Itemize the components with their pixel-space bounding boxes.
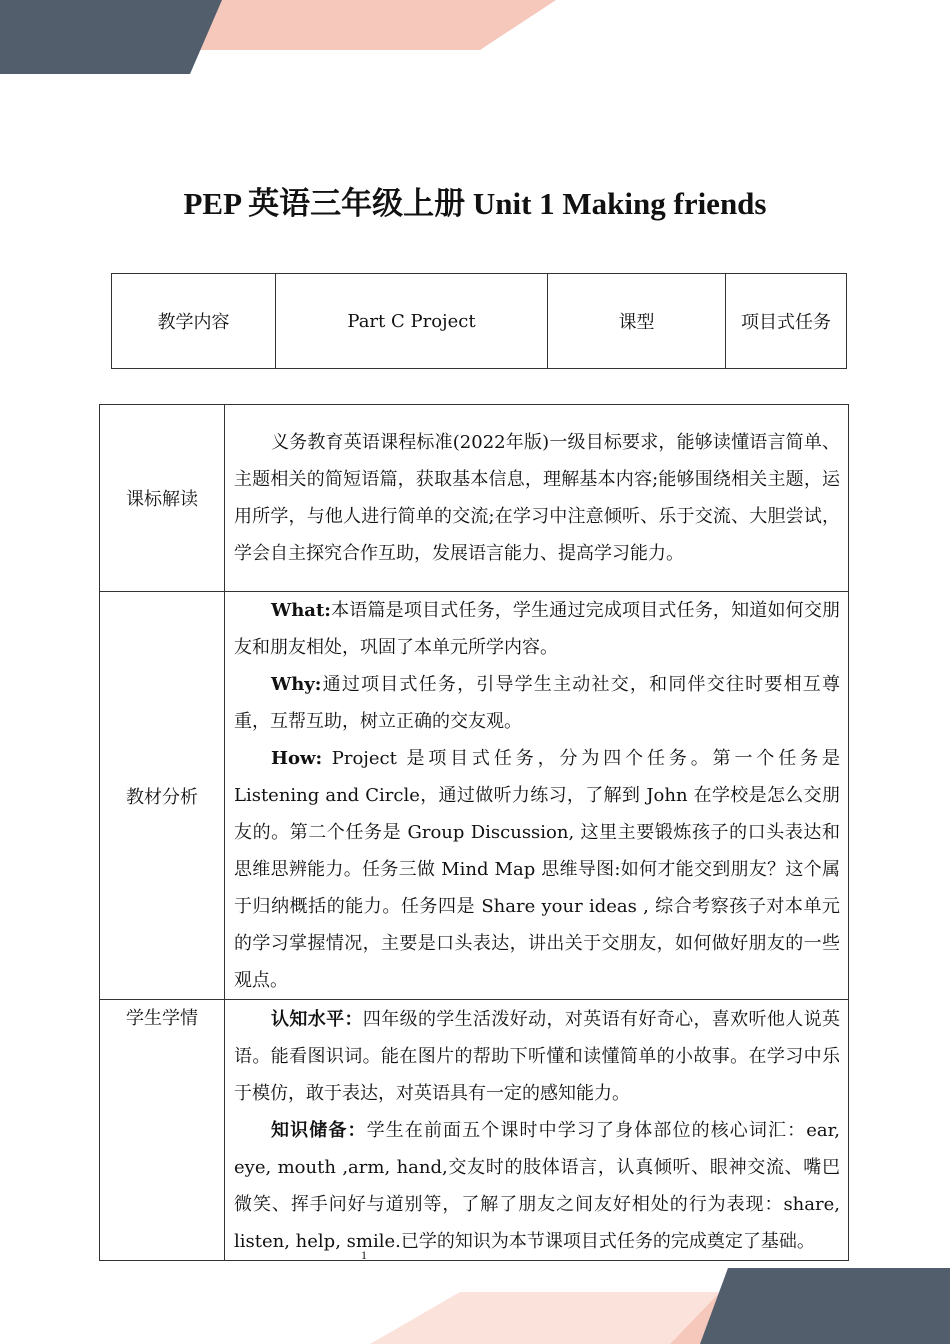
content-value: Part C Project xyxy=(276,274,548,369)
standards-content xyxy=(225,405,849,592)
students-content xyxy=(225,1000,849,1261)
lesson-info-table xyxy=(111,273,847,369)
table-row xyxy=(112,274,847,369)
why-paragraph xyxy=(234,666,840,740)
what-paragraph xyxy=(234,592,840,666)
bottom-right-decoration xyxy=(330,1262,950,1344)
materials-label: 教材分析 xyxy=(100,592,225,1000)
document-title: PEP 英语三年级上册 Unit 1 Making friends xyxy=(183,186,767,221)
knowledge-label: 知识储备： xyxy=(271,1119,367,1141)
students-label: 学生学情 xyxy=(100,1000,225,1261)
what-text: 本语篇是项目式任务，学生通过完成项目式任务，知道如何交朋友和朋友相处，巩固了本单元所学内容。 xyxy=(234,600,840,658)
why-label: Why: xyxy=(271,674,322,695)
table-row xyxy=(100,1000,849,1261)
content-label: 教学内容 xyxy=(112,274,276,369)
what-label: What: xyxy=(271,600,331,621)
analysis-table xyxy=(99,404,849,1261)
standards-label: 课标解读 xyxy=(100,405,225,592)
knowledge-paragraph xyxy=(234,1112,840,1260)
standards-text: 义务教育英语课程标准(2022年版)一级目标要求，能够读懂语言简单、主题相关的简短语篇，获取基本信息，理解基本内容;能够围绕相关主题，运用所学，与他人进行简单的交流;在学习中注意倾听、乐于交流、大胆尝试，学会自主探究合作互助，发展语言能力、提高学习能力。 xyxy=(234,432,840,564)
table-row xyxy=(100,405,849,592)
materials-content xyxy=(225,592,849,1000)
table-row xyxy=(100,592,849,1000)
type-label: 课型 xyxy=(548,274,726,369)
top-left-decoration xyxy=(0,0,560,80)
how-label: How: xyxy=(271,748,323,769)
cognitive-label: 认知水平： xyxy=(271,1008,363,1030)
type-value: 项目式任务 xyxy=(726,274,847,369)
page-number: 1 xyxy=(361,1248,367,1262)
how-text: Project 是项目式任务，分为四个任务。第一个任务是 Listening and Circle，通过做听力练习，了解到 John 在学校是怎么交朋友的。第二个任务是 Group Discussion, 这里主要锻炼孩子的口头表达和思维思辨能力。任务三做 Mind Map 思维导图:如何才能交到朋友？这个属于归纳概括的能力。任务四是 Share your ideas , 综合考察孩子对本单元的学习掌握情况，主要是口头表达，讲出关于交朋友，如何做好朋友的一些观点。 xyxy=(234,748,840,991)
why-text: 通过项目式任务，引导学生主动社交，和同伴交往时要相互尊重，互帮互助，树立正确的交友观。 xyxy=(234,674,840,732)
knowledge-text: 学生在前面五个课时中学习了身体部位的核心词汇：ear, eye, mouth ,arm, hand,交友时的肢体语言，认真倾听、眼神交流、嘴巴微笑、挥手问好与道别等，了解了朋友之间友好相处的行为表现：share, listen, help, smile.已学的知识为本节课项目式任务的完成奠定了基础。 xyxy=(234,1119,841,1252)
cognitive-paragraph xyxy=(234,1001,840,1112)
cognitive-text: 四年级的学生活泼好动，对英语有好奇心，喜欢听他人说英语。能看图识词。能在图片的帮助下听懂和读懂简单的小故事。在学习中乐于模仿，敢于表达，对英语具有一定的感知能力。 xyxy=(234,1008,841,1104)
how-paragraph xyxy=(234,740,840,999)
